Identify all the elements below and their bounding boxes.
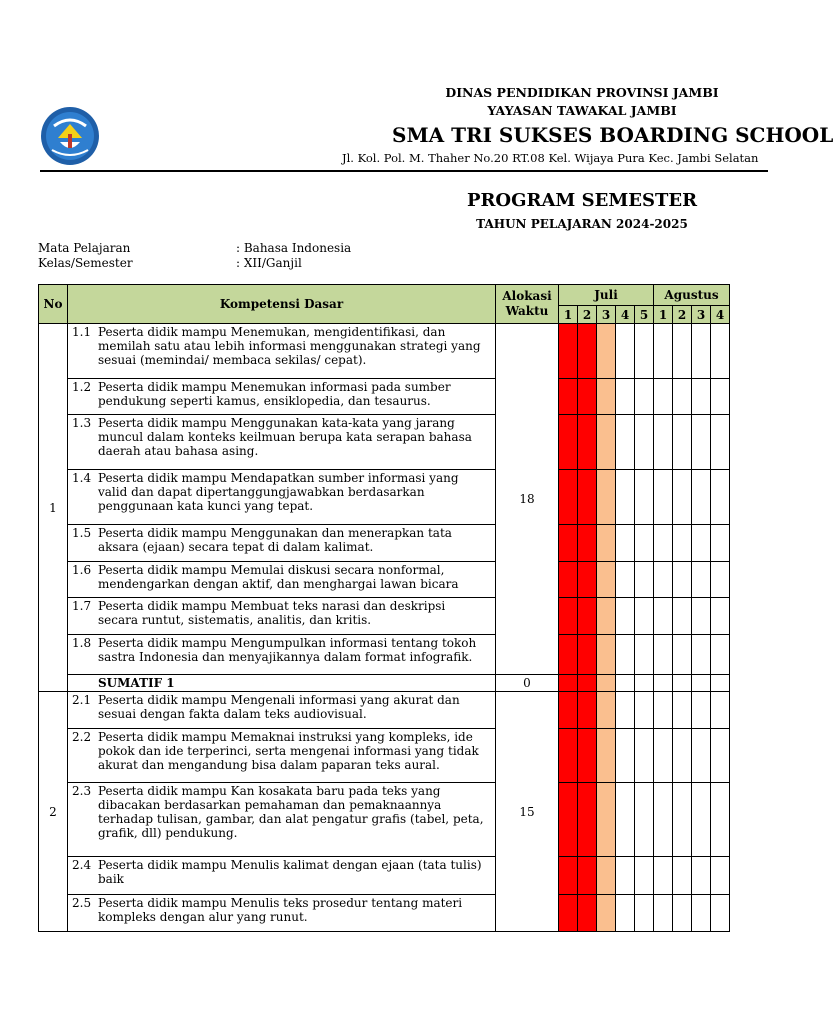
competency-text: Peserta didik mampu Mengumpulkan informasi tentang tokoh sastra Indonesia dan menyajikannya dalam format infografik. [98, 636, 477, 664]
week-cell [673, 692, 692, 729]
competency-code: 1.5 [72, 526, 92, 540]
table-row [39, 635, 730, 675]
week-cell [711, 598, 730, 635]
week-cell [635, 324, 654, 379]
week-cell [578, 525, 597, 562]
week-cell [635, 783, 654, 857]
week-cell [597, 562, 616, 598]
tut-wuri-handayani-logo [40, 106, 100, 166]
week-cell [616, 379, 635, 415]
col-alokasi-header: Alokasi Waktu [496, 285, 559, 324]
week-cell [692, 562, 711, 598]
week-cell [711, 783, 730, 857]
week-header-agustus-2: 2 [673, 306, 692, 324]
competency-cell [68, 379, 496, 415]
week-cell [654, 415, 673, 470]
week-cell [692, 692, 711, 729]
program-semester-table [38, 284, 730, 932]
week-cell [673, 379, 692, 415]
week-cell [673, 415, 692, 470]
page-subtitle: TAHUN PELAJARAN 2024-2025 [476, 217, 688, 231]
col-no-header: No [39, 285, 68, 324]
week-header-agustus-3: 3 [692, 306, 711, 324]
school-address: Jl. Kol. Pol. M. Thaher No.20 RT.08 Kel. Wijaya Pura Kec. Jambi Selatan [342, 151, 759, 165]
competency-text: Peserta didik mampu Membuat teks narasi dan deskripsi secara runtut, sistematis, analitis, dan kritis. [98, 599, 446, 627]
competency-cell [68, 635, 496, 675]
week-cell [616, 692, 635, 729]
week-cell [673, 470, 692, 525]
competency-code: 1.3 [72, 416, 92, 430]
table-row [39, 783, 730, 857]
week-cell [597, 783, 616, 857]
week-cell [654, 635, 673, 675]
table-row [39, 379, 730, 415]
week-cell [673, 895, 692, 932]
competency-cell [68, 857, 496, 895]
week-cell [616, 562, 635, 598]
competency-code: 1.4 [72, 471, 92, 485]
week-cell [711, 415, 730, 470]
week-cell [578, 470, 597, 525]
table-row [39, 598, 730, 635]
week-cell [616, 470, 635, 525]
week-header-juli-5: 5 [635, 306, 654, 324]
week-header-agustus-1: 1 [654, 306, 673, 324]
header-line-agency: DINAS PENDIDIKAN PROVINSI JAMBI [445, 85, 719, 100]
week-header-juli-4: 4 [616, 306, 635, 324]
week-cell [692, 635, 711, 675]
week-cell [635, 692, 654, 729]
competency-cell [68, 783, 496, 857]
week-cell [654, 470, 673, 525]
week-cell [616, 857, 635, 895]
week-cell [692, 470, 711, 525]
week-cell [654, 692, 673, 729]
competency-code: 1.7 [72, 599, 92, 613]
week-cell [692, 324, 711, 379]
week-cell [578, 635, 597, 675]
month-header-agustus: Agustus [654, 285, 730, 306]
week-cell [635, 729, 654, 783]
week-cell [616, 729, 635, 783]
week-cell [597, 895, 616, 932]
week-cell [654, 729, 673, 783]
week-cell [635, 415, 654, 470]
table-row [39, 324, 730, 379]
subject-label: Mata Pelajaran [38, 241, 131, 255]
week-cell [673, 783, 692, 857]
competency-cell [68, 562, 496, 598]
week-cell [559, 675, 578, 692]
week-cell [673, 324, 692, 379]
competency-cell [68, 895, 496, 932]
competency-text: Peserta didik mampu Menemukan, mengidentifikasi, dan memilah satu atau lebih informasi menggunakan strategi yang sesuai (memindai/ membaca sekilas/ cepat). [98, 325, 481, 367]
week-cell [711, 729, 730, 783]
week-cell [692, 729, 711, 783]
competency-text: Peserta didik mampu Memulai diskusi secara nonformal, mendengarkan dengan aktif, dan menghargai lawan bicara [98, 563, 459, 591]
week-cell [578, 415, 597, 470]
competency-cell [68, 415, 496, 470]
week-cell [559, 729, 578, 783]
week-cell [559, 415, 578, 470]
week-header-juli-3: 3 [597, 306, 616, 324]
week-cell [635, 675, 654, 692]
competency-text: Peserta didik mampu Menemukan informasi pada sumber pendukung seperti kamus, ensiklopedia, dan tesaurus. [98, 380, 451, 408]
week-cell [578, 857, 597, 895]
table-row [39, 470, 730, 525]
week-cell [692, 379, 711, 415]
week-cell [597, 415, 616, 470]
group-number: 2 [39, 692, 68, 932]
sumatif-alokasi: 0 [496, 675, 559, 692]
competency-code: 2.5 [72, 896, 92, 910]
week-cell [578, 675, 597, 692]
competency-text: Peserta didik mampu Menggunakan kata-kata yang jarang muncul dalam konteks keilmuan berupa kata serapan bahasa daerah atau bahasa asing. [98, 416, 472, 458]
table-row [39, 525, 730, 562]
school-name: SMA TRI SUKSES BOARDING SCHOOL [392, 123, 833, 147]
week-header-juli-2: 2 [578, 306, 597, 324]
competency-code: 1.1 [72, 325, 92, 339]
competency-cell [68, 692, 496, 729]
table-row [39, 895, 730, 932]
page-title: PROGRAM SEMESTER [466, 190, 698, 211]
week-cell [578, 324, 597, 379]
week-cell [654, 324, 673, 379]
week-cell [559, 379, 578, 415]
week-cell [673, 675, 692, 692]
competency-cell [68, 729, 496, 783]
table-row [39, 729, 730, 783]
week-cell [692, 415, 711, 470]
week-cell [711, 635, 730, 675]
week-cell [616, 895, 635, 932]
week-cell [635, 562, 654, 598]
week-cell [654, 598, 673, 635]
week-cell [711, 857, 730, 895]
table-row [39, 415, 730, 470]
week-cell [673, 635, 692, 675]
week-cell [635, 895, 654, 932]
week-cell [711, 895, 730, 932]
week-cell [616, 675, 635, 692]
week-cell [673, 525, 692, 562]
week-cell [711, 562, 730, 598]
week-cell [559, 525, 578, 562]
header-divider [40, 170, 768, 172]
week-cell [559, 562, 578, 598]
week-cell [559, 857, 578, 895]
week-cell [654, 562, 673, 598]
week-cell [635, 857, 654, 895]
subject-value: : Bahasa Indonesia [236, 241, 352, 255]
week-cell [692, 675, 711, 692]
week-cell [635, 470, 654, 525]
week-cell [559, 470, 578, 525]
competency-code: 2.1 [72, 693, 92, 707]
week-cell [692, 857, 711, 895]
competency-code: 1.8 [72, 636, 92, 650]
week-cell [711, 470, 730, 525]
week-cell [673, 562, 692, 598]
week-cell [597, 598, 616, 635]
month-header-juli: Juli [559, 285, 654, 306]
competency-code: 2.4 [72, 858, 92, 872]
week-cell [654, 857, 673, 895]
class-label: Kelas/Semester [38, 256, 133, 270]
week-cell [616, 783, 635, 857]
group-number: 1 [39, 324, 68, 692]
week-cell [597, 635, 616, 675]
week-cell [559, 598, 578, 635]
header-line-foundation: YAYASAN TAWAKAL JAMBI [487, 103, 677, 118]
week-cell [692, 525, 711, 562]
competency-code: 1.2 [72, 380, 92, 394]
week-cell [559, 783, 578, 857]
competency-text: Peserta didik mampu Memaknai instruksi yang kompleks, ide pokok dan ide terperinci, serta mengenai informasi yang tidak akurat dan mengandung bisa dalam paparan teks aural. [98, 730, 479, 772]
week-header-juli-1: 1 [559, 306, 578, 324]
week-cell [597, 675, 616, 692]
alokasi-value: 18 [496, 324, 559, 675]
competency-text: Peserta didik mampu Mendapatkan sumber informasi yang valid dan dapat dipertanggungjawabkan berdasarkan penggunaan kata kunci yang tepat. [98, 471, 459, 513]
sumatif-label: SUMATIF 1 [68, 675, 496, 692]
week-cell [711, 525, 730, 562]
week-cell [616, 598, 635, 635]
alokasi-value: 15 [496, 692, 559, 932]
competency-cell [68, 324, 496, 379]
week-cell [654, 783, 673, 857]
week-cell [673, 857, 692, 895]
week-cell [578, 562, 597, 598]
week-cell [654, 675, 673, 692]
competency-code: 1.6 [72, 563, 92, 577]
table-row [39, 857, 730, 895]
competency-code: 2.3 [72, 784, 92, 798]
table-row [39, 562, 730, 598]
week-cell [578, 729, 597, 783]
week-cell [597, 729, 616, 783]
week-cell [673, 598, 692, 635]
week-cell [559, 895, 578, 932]
week-cell [654, 525, 673, 562]
competency-text: Peserta didik mampu Mengenali informasi yang akurat dan sesuai dengan fakta dalam teks audiovisual. [98, 693, 460, 721]
week-cell [578, 598, 597, 635]
week-cell [597, 692, 616, 729]
week-cell [654, 895, 673, 932]
competency-text: Peserta didik mampu Menggunakan dan menerapkan tata aksara (ejaan) secara tepat di dalam kalimat. [98, 526, 452, 554]
week-cell [559, 635, 578, 675]
competency-text: Peserta didik mampu Menulis teks prosedur tentang materi kompleks dengan alur yang runut. [98, 896, 463, 924]
week-cell [616, 324, 635, 379]
competency-text: Peserta didik mampu Menulis kalimat dengan ejaan (tata tulis) baik [98, 858, 482, 886]
competency-code: 2.2 [72, 730, 92, 744]
week-cell [635, 379, 654, 415]
week-cell [597, 379, 616, 415]
week-cell [635, 598, 654, 635]
competency-cell [68, 470, 496, 525]
week-cell [711, 675, 730, 692]
week-cell [597, 324, 616, 379]
week-cell [673, 729, 692, 783]
week-cell [711, 692, 730, 729]
week-cell [578, 895, 597, 932]
week-cell [616, 635, 635, 675]
week-cell [654, 379, 673, 415]
competency-cell [68, 598, 496, 635]
week-cell [711, 379, 730, 415]
week-cell [692, 895, 711, 932]
week-cell [635, 635, 654, 675]
week-cell [597, 857, 616, 895]
week-cell [578, 379, 597, 415]
week-cell [616, 525, 635, 562]
week-cell [597, 470, 616, 525]
week-cell [578, 783, 597, 857]
week-cell [597, 525, 616, 562]
sumatif-row [39, 675, 730, 692]
table-row [39, 692, 730, 729]
col-kd-header: Kompetensi Dasar [68, 285, 496, 324]
week-cell [692, 598, 711, 635]
week-cell [711, 324, 730, 379]
competency-cell [68, 525, 496, 562]
week-cell [692, 783, 711, 857]
week-cell [578, 692, 597, 729]
competency-text: Peserta didik mampu Kan kosakata baru pada teks yang dibacakan berdasarkan pemahaman dan pemaknaannya terhadap tulisan, gambar, dan alat pengatur grafis (tabel, peta, grafik, dll) pendukung. [98, 784, 484, 840]
week-cell [559, 324, 578, 379]
class-value: : XII/Ganjil [236, 256, 302, 270]
week-cell [616, 415, 635, 470]
week-cell [559, 692, 578, 729]
week-header-agustus-4: 4 [711, 306, 730, 324]
week-cell [635, 525, 654, 562]
